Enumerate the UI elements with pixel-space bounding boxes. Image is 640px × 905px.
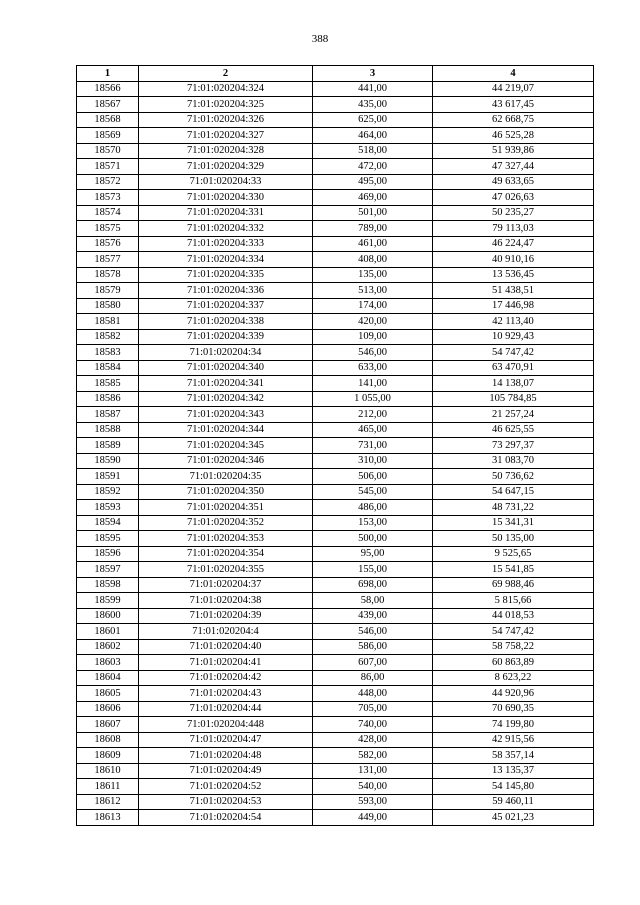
value-cell: 8 623,22 xyxy=(433,670,594,686)
value-cell: 69 988,46 xyxy=(433,577,594,593)
cadastral-number-cell: 71:01:020204:338 xyxy=(139,314,313,330)
area-cell: 435,00 xyxy=(313,97,433,113)
cadastral-number-cell: 71:01:020204:329 xyxy=(139,159,313,175)
cadastral-number-cell: 71:01:020204:351 xyxy=(139,500,313,516)
area-cell: 420,00 xyxy=(313,314,433,330)
cadastral-number-cell: 71:01:020204:47 xyxy=(139,732,313,748)
area-cell: 546,00 xyxy=(313,624,433,640)
table-row xyxy=(77,174,594,190)
row-number-cell: 18597 xyxy=(77,562,139,578)
area-cell: 740,00 xyxy=(313,717,433,733)
value-cell: 51 939,86 xyxy=(433,143,594,159)
area-cell: 633,00 xyxy=(313,360,433,376)
row-number-cell: 18567 xyxy=(77,97,139,113)
row-number-cell: 18604 xyxy=(77,670,139,686)
cadastral-number-cell: 71:01:020204:35 xyxy=(139,469,313,485)
row-number-cell: 18586 xyxy=(77,391,139,407)
value-cell: 54 647,15 xyxy=(433,484,594,500)
area-cell: 86,00 xyxy=(313,670,433,686)
cadastral-number-cell: 71:01:020204:328 xyxy=(139,143,313,159)
cadastral-number-cell: 71:01:020204:336 xyxy=(139,283,313,299)
table-row xyxy=(77,810,594,826)
table-row xyxy=(77,670,594,686)
area-cell: 698,00 xyxy=(313,577,433,593)
row-number-cell: 18595 xyxy=(77,531,139,547)
table-row xyxy=(77,252,594,268)
cadastral-number-cell: 71:01:020204:49 xyxy=(139,763,313,779)
row-number-cell: 18570 xyxy=(77,143,139,159)
row-number-cell: 18589 xyxy=(77,438,139,454)
table-row xyxy=(77,283,594,299)
row-number-cell: 18581 xyxy=(77,314,139,330)
row-number-cell: 18578 xyxy=(77,267,139,283)
area-cell: 439,00 xyxy=(313,608,433,624)
table-row xyxy=(77,608,594,624)
cadastral-number-cell: 71:01:020204:341 xyxy=(139,376,313,392)
value-cell: 14 138,07 xyxy=(433,376,594,392)
cadastral-number-cell: 71:01:020204:325 xyxy=(139,97,313,113)
value-cell: 44 219,07 xyxy=(433,81,594,97)
value-cell: 13 135,37 xyxy=(433,763,594,779)
value-cell: 50 135,00 xyxy=(433,531,594,547)
area-cell: 174,00 xyxy=(313,298,433,314)
area-cell: 586,00 xyxy=(313,639,433,655)
value-cell: 5 815,66 xyxy=(433,593,594,609)
table-row xyxy=(77,190,594,206)
row-number-cell: 18593 xyxy=(77,500,139,516)
value-cell: 54 747,42 xyxy=(433,624,594,640)
cadastral-number-cell: 71:01:020204:38 xyxy=(139,593,313,609)
cadastral-number-cell: 71:01:020204:44 xyxy=(139,701,313,717)
area-cell: 448,00 xyxy=(313,686,433,702)
table-row xyxy=(77,779,594,795)
area-cell: 310,00 xyxy=(313,453,433,469)
table-row xyxy=(77,159,594,175)
row-number-cell: 18566 xyxy=(77,81,139,97)
row-number-cell: 18600 xyxy=(77,608,139,624)
cadastral-number-cell: 71:01:020204:34 xyxy=(139,345,313,361)
cadastral-number-cell: 71:01:020204:326 xyxy=(139,112,313,128)
row-number-cell: 18610 xyxy=(77,763,139,779)
cadastral-number-cell: 71:01:020204:52 xyxy=(139,779,313,795)
cadastral-number-cell: 71:01:020204:48 xyxy=(139,748,313,764)
cadastral-number-cell: 71:01:020204:350 xyxy=(139,484,313,500)
value-cell: 45 021,23 xyxy=(433,810,594,826)
value-cell: 62 668,75 xyxy=(433,112,594,128)
area-cell: 731,00 xyxy=(313,438,433,454)
row-number-cell: 18579 xyxy=(77,283,139,299)
value-cell: 47 026,63 xyxy=(433,190,594,206)
area-cell: 109,00 xyxy=(313,329,433,345)
cadastral-number-cell: 71:01:020204:345 xyxy=(139,438,313,454)
row-number-cell: 18585 xyxy=(77,376,139,392)
row-number-cell: 18605 xyxy=(77,686,139,702)
column-header-1: 1 xyxy=(77,66,139,82)
area-cell: 153,00 xyxy=(313,515,433,531)
cadastral-number-cell: 71:01:020204:335 xyxy=(139,267,313,283)
value-cell: 63 470,91 xyxy=(433,360,594,376)
row-number-cell: 18596 xyxy=(77,546,139,562)
cadastral-number-cell: 71:01:020204:42 xyxy=(139,670,313,686)
area-cell: 506,00 xyxy=(313,469,433,485)
table-row xyxy=(77,701,594,717)
cadastral-number-cell: 71:01:020204:339 xyxy=(139,329,313,345)
row-number-cell: 18601 xyxy=(77,624,139,640)
row-number-cell: 18591 xyxy=(77,469,139,485)
row-number-cell: 18576 xyxy=(77,236,139,252)
value-cell: 50 736,62 xyxy=(433,469,594,485)
header-row xyxy=(77,66,594,82)
cadastral-number-cell: 71:01:020204:4 xyxy=(139,624,313,640)
value-cell: 10 929,43 xyxy=(433,329,594,345)
value-cell: 15 541,85 xyxy=(433,562,594,578)
cadastral-number-cell: 71:01:020204:330 xyxy=(139,190,313,206)
area-cell: 155,00 xyxy=(313,562,433,578)
value-cell: 105 784,85 xyxy=(433,391,594,407)
table-row xyxy=(77,732,594,748)
cadastral-number-cell: 71:01:020204:41 xyxy=(139,655,313,671)
row-number-cell: 18575 xyxy=(77,221,139,237)
area-cell: 546,00 xyxy=(313,345,433,361)
row-number-cell: 18607 xyxy=(77,717,139,733)
value-cell: 59 460,11 xyxy=(433,794,594,810)
cadastral-number-cell: 71:01:020204:327 xyxy=(139,128,313,144)
value-cell: 42 113,40 xyxy=(433,314,594,330)
row-number-cell: 18613 xyxy=(77,810,139,826)
row-number-cell: 18606 xyxy=(77,701,139,717)
row-number-cell: 18573 xyxy=(77,190,139,206)
table-row xyxy=(77,97,594,113)
table-row xyxy=(77,546,594,562)
value-cell: 58 357,14 xyxy=(433,748,594,764)
table-row xyxy=(77,624,594,640)
cadastral-number-cell: 71:01:020204:354 xyxy=(139,546,313,562)
cadastral-number-cell: 71:01:020204:33 xyxy=(139,174,313,190)
cadastral-number-cell: 71:01:020204:448 xyxy=(139,717,313,733)
table-row xyxy=(77,763,594,779)
area-cell: 1 055,00 xyxy=(313,391,433,407)
table-row xyxy=(77,314,594,330)
value-cell: 9 525,65 xyxy=(433,546,594,562)
row-number-cell: 18577 xyxy=(77,252,139,268)
row-number-cell: 18584 xyxy=(77,360,139,376)
row-number-cell: 18608 xyxy=(77,732,139,748)
cadastral-number-cell: 71:01:020204:324 xyxy=(139,81,313,97)
row-number-cell: 18592 xyxy=(77,484,139,500)
area-cell: 486,00 xyxy=(313,500,433,516)
value-cell: 21 257,24 xyxy=(433,407,594,423)
value-cell: 15 341,31 xyxy=(433,515,594,531)
value-cell: 54 747,42 xyxy=(433,345,594,361)
table-row xyxy=(77,794,594,810)
value-cell: 17 446,98 xyxy=(433,298,594,314)
row-number-cell: 18568 xyxy=(77,112,139,128)
row-number-cell: 18590 xyxy=(77,453,139,469)
area-cell: 449,00 xyxy=(313,810,433,826)
table-row xyxy=(77,686,594,702)
table-row xyxy=(77,81,594,97)
area-cell: 472,00 xyxy=(313,159,433,175)
row-number-cell: 18611 xyxy=(77,779,139,795)
cadastral-number-cell: 71:01:020204:343 xyxy=(139,407,313,423)
area-cell: 501,00 xyxy=(313,205,433,221)
row-number-cell: 18572 xyxy=(77,174,139,190)
table-header xyxy=(77,66,594,82)
area-cell: 789,00 xyxy=(313,221,433,237)
table-row xyxy=(77,438,594,454)
area-cell: 461,00 xyxy=(313,236,433,252)
row-number-cell: 18588 xyxy=(77,422,139,438)
value-cell: 70 690,35 xyxy=(433,701,594,717)
table-row xyxy=(77,577,594,593)
table-row xyxy=(77,236,594,252)
row-number-cell: 18583 xyxy=(77,345,139,361)
row-number-cell: 18599 xyxy=(77,593,139,609)
cadastral-number-cell: 71:01:020204:342 xyxy=(139,391,313,407)
row-number-cell: 18574 xyxy=(77,205,139,221)
table-row xyxy=(77,376,594,392)
area-cell: 500,00 xyxy=(313,531,433,547)
registry-table xyxy=(76,65,594,826)
table-row xyxy=(77,469,594,485)
table-row xyxy=(77,360,594,376)
table-row xyxy=(77,717,594,733)
cadastral-number-cell: 71:01:020204:334 xyxy=(139,252,313,268)
value-cell: 74 199,80 xyxy=(433,717,594,733)
area-cell: 95,00 xyxy=(313,546,433,562)
value-cell: 44 920,96 xyxy=(433,686,594,702)
area-cell: 518,00 xyxy=(313,143,433,159)
table-row xyxy=(77,205,594,221)
value-cell: 43 617,45 xyxy=(433,97,594,113)
value-cell: 51 438,51 xyxy=(433,283,594,299)
table-row xyxy=(77,593,594,609)
value-cell: 60 863,89 xyxy=(433,655,594,671)
area-cell: 495,00 xyxy=(313,174,433,190)
area-cell: 465,00 xyxy=(313,422,433,438)
value-cell: 44 018,53 xyxy=(433,608,594,624)
area-cell: 607,00 xyxy=(313,655,433,671)
table-row xyxy=(77,298,594,314)
cadastral-number-cell: 71:01:020204:39 xyxy=(139,608,313,624)
area-cell: 441,00 xyxy=(313,81,433,97)
column-header-2: 2 xyxy=(139,66,313,82)
value-cell: 42 915,56 xyxy=(433,732,594,748)
value-cell: 46 525,28 xyxy=(433,128,594,144)
cadastral-number-cell: 71:01:020204:340 xyxy=(139,360,313,376)
area-cell: 464,00 xyxy=(313,128,433,144)
table-row xyxy=(77,748,594,764)
cadastral-number-cell: 71:01:020204:37 xyxy=(139,577,313,593)
table-row xyxy=(77,515,594,531)
value-cell: 46 224,47 xyxy=(433,236,594,252)
cadastral-number-cell: 71:01:020204:344 xyxy=(139,422,313,438)
cadastral-number-cell: 71:01:020204:332 xyxy=(139,221,313,237)
column-header-3: 3 xyxy=(313,66,433,82)
value-cell: 48 731,22 xyxy=(433,500,594,516)
area-cell: 540,00 xyxy=(313,779,433,795)
table-row xyxy=(77,500,594,516)
table-row xyxy=(77,345,594,361)
value-cell: 49 633,65 xyxy=(433,174,594,190)
value-cell: 73 297,37 xyxy=(433,438,594,454)
area-cell: 212,00 xyxy=(313,407,433,423)
value-cell: 54 145,80 xyxy=(433,779,594,795)
table-row xyxy=(77,221,594,237)
cadastral-number-cell: 71:01:020204:43 xyxy=(139,686,313,702)
table-row xyxy=(77,484,594,500)
table-row xyxy=(77,407,594,423)
area-cell: 131,00 xyxy=(313,763,433,779)
cadastral-number-cell: 71:01:020204:352 xyxy=(139,515,313,531)
row-number-cell: 18580 xyxy=(77,298,139,314)
value-cell: 31 083,70 xyxy=(433,453,594,469)
row-number-cell: 18612 xyxy=(77,794,139,810)
cadastral-number-cell: 71:01:020204:355 xyxy=(139,562,313,578)
table-body xyxy=(77,81,594,825)
table-row xyxy=(77,329,594,345)
value-cell: 50 235,27 xyxy=(433,205,594,221)
area-cell: 135,00 xyxy=(313,267,433,283)
area-cell: 469,00 xyxy=(313,190,433,206)
row-number-cell: 18594 xyxy=(77,515,139,531)
value-cell: 58 758,22 xyxy=(433,639,594,655)
row-number-cell: 18582 xyxy=(77,329,139,345)
page-number: 388 xyxy=(311,33,329,45)
value-cell: 46 625,55 xyxy=(433,422,594,438)
row-number-cell: 18603 xyxy=(77,655,139,671)
table-row xyxy=(77,531,594,547)
area-cell: 408,00 xyxy=(313,252,433,268)
row-number-cell: 18571 xyxy=(77,159,139,175)
table-row xyxy=(77,128,594,144)
value-cell: 79 113,03 xyxy=(433,221,594,237)
value-cell: 13 536,45 xyxy=(433,267,594,283)
table-row xyxy=(77,422,594,438)
cadastral-number-cell: 71:01:020204:53 xyxy=(139,794,313,810)
row-number-cell: 18598 xyxy=(77,577,139,593)
area-cell: 545,00 xyxy=(313,484,433,500)
cadastral-number-cell: 71:01:020204:353 xyxy=(139,531,313,547)
table-row xyxy=(77,267,594,283)
row-number-cell: 18609 xyxy=(77,748,139,764)
table-row xyxy=(77,639,594,655)
value-cell: 47 327,44 xyxy=(433,159,594,175)
area-cell: 705,00 xyxy=(313,701,433,717)
table-row xyxy=(77,453,594,469)
cadastral-number-cell: 71:01:020204:331 xyxy=(139,205,313,221)
area-cell: 428,00 xyxy=(313,732,433,748)
cadastral-number-cell: 71:01:020204:346 xyxy=(139,453,313,469)
area-cell: 625,00 xyxy=(313,112,433,128)
table-row xyxy=(77,143,594,159)
cadastral-number-cell: 71:01:020204:333 xyxy=(139,236,313,252)
table-row xyxy=(77,112,594,128)
area-cell: 593,00 xyxy=(313,794,433,810)
area-cell: 58,00 xyxy=(313,593,433,609)
cadastral-number-cell: 71:01:020204:54 xyxy=(139,810,313,826)
area-cell: 141,00 xyxy=(313,376,433,392)
table-row xyxy=(77,391,594,407)
column-header-4: 4 xyxy=(433,66,594,82)
row-number-cell: 18587 xyxy=(77,407,139,423)
table-row xyxy=(77,655,594,671)
value-cell: 40 910,16 xyxy=(433,252,594,268)
cadastral-number-cell: 71:01:020204:337 xyxy=(139,298,313,314)
row-number-cell: 18602 xyxy=(77,639,139,655)
table-row xyxy=(77,562,594,578)
area-cell: 582,00 xyxy=(313,748,433,764)
row-number-cell: 18569 xyxy=(77,128,139,144)
area-cell: 513,00 xyxy=(313,283,433,299)
cadastral-number-cell: 71:01:020204:40 xyxy=(139,639,313,655)
